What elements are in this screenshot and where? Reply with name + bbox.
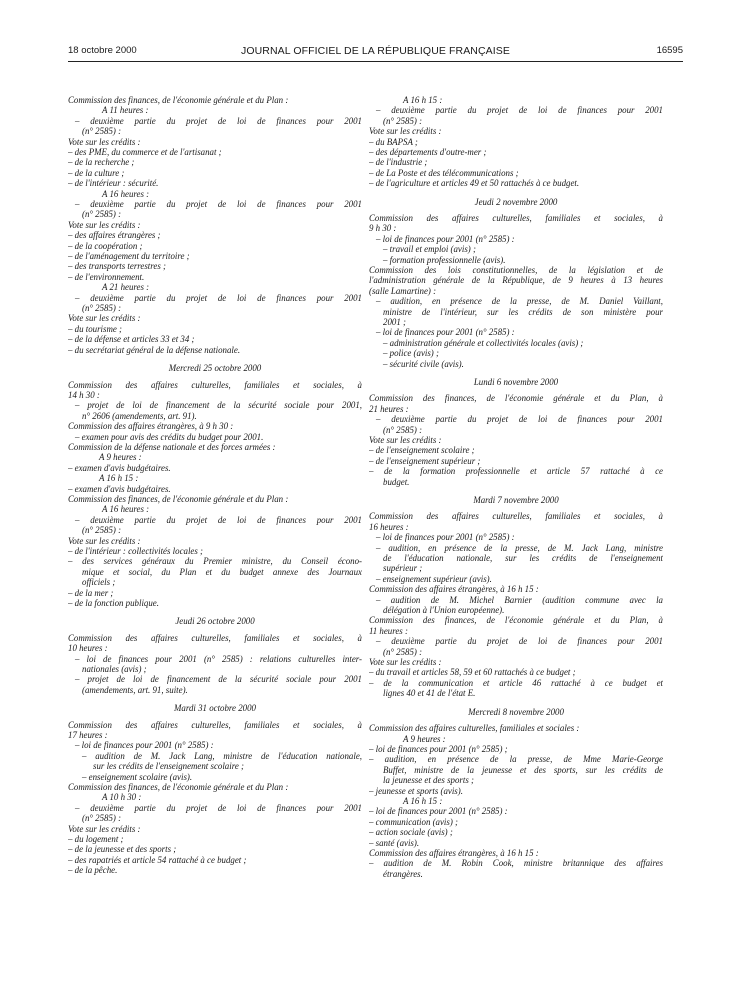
text-line: (n° 2585) :: [82, 525, 122, 536]
text-line: – loi de finances pour 2001 (n° 2585) :: [369, 806, 508, 817]
text-line: Vote sur les crédits :: [68, 535, 141, 546]
text-line: – formation professionnelle (avis).: [383, 254, 506, 265]
text-line: Vote sur les crédits :: [369, 126, 442, 137]
text-line: – loi de finances pour 2001 (n° 2585) ;: [369, 743, 508, 754]
text-line: délégation à l'Union européenne).: [383, 605, 505, 616]
text-line: – du travail et articles 58, 59 et 60 rattachés à ce budget ;: [369, 667, 576, 678]
text-line: – audition, en présence de la presse, de Mme Marie-George: [369, 754, 663, 765]
text-line: – communication (avis) ;: [369, 816, 458, 827]
text-line: – deuxième partie du projet de loi de finances pour 2001: [376, 105, 663, 116]
text-line: Commission des affaires étrangères, à 9 h 30 :: [68, 421, 234, 432]
text-line: Vote sur les crédits :: [68, 136, 141, 147]
text-line: 17 heures :: [68, 729, 108, 740]
text-line: 16 heures :: [369, 521, 409, 532]
text-line: – loi de finances pour 2001 (n° 2585) :: [376, 532, 515, 543]
text-line: sur les crédits de l'enseignement scolaire ;: [93, 761, 244, 772]
text-line: ministre de l'intérieur, sur les crédits de son ministère pour: [383, 306, 663, 317]
text-line: – des affaires étrangères ;: [68, 230, 161, 241]
text-line: – audition de M. Michel Barnier (audition commune avec la: [376, 594, 663, 605]
text-line: – de l'intérieur : collectivités locales ;: [68, 545, 203, 556]
text-line: – audition, en présence de la presse, de M. Jack Lang, ministre: [376, 542, 663, 553]
time-heading: A 16 h 15 :: [403, 95, 443, 105]
text-line: – deuxième partie du projet de loi de finances pour 2001: [376, 414, 663, 425]
text-line: – sécurité civile (avis).: [383, 358, 464, 369]
text-line: – deuxième partie du projet de loi de finances pour 2001: [75, 514, 362, 525]
text-line: Commission des affaires étrangères, à 16 h 15 :: [369, 847, 539, 858]
time-heading: A 16 heures :: [102, 188, 150, 199]
text-line: – examen pour avis des crédits du budget pour 2001.: [75, 431, 264, 442]
text-line: – action sociale (avis) ;: [369, 827, 453, 838]
text-line: – de l'enseignement supérieur ;: [369, 455, 481, 466]
text-line: – de l'industrie ;: [369, 157, 428, 168]
journal-title: JOURNAL OFFICIEL DE LA RÉPUBLIQUE FRANÇAISE: [241, 45, 510, 57]
text-line: Commission des affaires culturelles, familiales et sociales, à: [369, 213, 663, 224]
text-line: (n° 2585) :: [383, 646, 423, 657]
text-line: – du logement ;: [68, 834, 124, 844]
text-line: – du BAPSA ;: [369, 136, 418, 147]
text-line: Commission des finances, de l'économie générale et du Plan :: [68, 493, 289, 504]
text-line: – deuxième partie du projet de loi de finances pour 2001: [75, 292, 362, 303]
text-line: – loi de finances pour 2001 (n° 2585) :: [75, 740, 214, 751]
text-line: – des transports terrestres ;: [68, 261, 166, 272]
text-line: (n° 2585) :: [82, 126, 122, 137]
text-line: – de la formation professionnelle et article 57 rattaché à ce: [369, 466, 663, 477]
text-line: – projet de loi de financement de la sécurité sociale pour 2001: [75, 674, 362, 685]
day-heading: Mardi 31 octobre 2000: [174, 703, 256, 714]
text-line: – de la coopération ;: [68, 240, 143, 251]
text-line: – jeunesse et sports (avis).: [369, 785, 463, 796]
text-line: – deuxième partie du projet de loi de finances pour 2001: [75, 802, 362, 813]
text-line: Commission des finances, de l'économie générale et du Plan :: [68, 781, 289, 792]
day-heading: Lundi 6 novembre 2000: [473, 377, 559, 388]
text-line: 9 h 30 :: [369, 223, 397, 234]
text-line: – de la pêche.: [68, 865, 118, 876]
text-line: supérieur ;: [383, 563, 423, 574]
text-line: – de la fonction publique.: [68, 597, 159, 608]
time-heading: A 21 heures :: [102, 282, 150, 293]
text-line: Vote sur les crédits :: [68, 313, 141, 324]
time-heading: A 16 heures :: [102, 504, 150, 515]
header-rule: [68, 61, 683, 62]
time-heading: A 10 h 30 :: [102, 792, 142, 803]
text-line: n° 2606 (amendements, art. 91).: [82, 410, 197, 421]
text-line: – de l'aménagement du territoire ;: [68, 251, 190, 262]
text-line: étrangères.: [383, 868, 423, 879]
text-line: lignes 40 et 41 de l'état E.: [383, 688, 476, 699]
time-heading: A 11 heures :: [102, 105, 149, 116]
text-line: Commission des finances, de l'économie générale et du Plan :: [68, 95, 289, 105]
issue-date: 18 octobre 2000: [68, 45, 137, 56]
time-heading: A 9 heures :: [403, 733, 446, 744]
text-line: – enseignement scolaire (avis).: [82, 771, 193, 782]
text-line: – enseignement supérieur (avis).: [376, 573, 492, 584]
text-line: Vote sur les crédits :: [369, 657, 442, 668]
text-line: officiels ;: [82, 577, 116, 588]
text-line: mique et social, du Plan et du budget annexe des Journaux: [82, 566, 362, 577]
text-line: – de la recherche ;: [68, 157, 135, 168]
text-line: – des départements d'outre-mer ;: [369, 147, 487, 158]
text-line: (n° 2585) :: [383, 115, 423, 126]
text-line: – deuxième partie du projet de loi de finances pour 2001: [75, 115, 362, 126]
day-heading: Mercredi 8 novembre 2000: [468, 706, 564, 717]
text-line: 2001 ;: [383, 317, 406, 328]
text-line: – projet de loi de financement de la sécurité sociale pour 2001,: [75, 400, 362, 411]
text-line: Commission des affaires étrangères, à 16 h 15 :: [369, 584, 539, 595]
text-line: Buffet, ministre de la jeunesse et des sports, sur les crédits de: [383, 764, 663, 775]
text-line: de l'éducation nationale, sur les crédits de l'enseignement: [383, 553, 663, 564]
text-line: (amendements, art. 91, suite).: [82, 684, 188, 695]
text-line: A 16 h 15 :: [99, 473, 139, 484]
text-line: l'administration générale de la République, de 9 heures à 13 heures: [369, 275, 663, 286]
text-line: 10 heures :: [68, 643, 108, 654]
text-line: Commission des finances, de l'économie générale et du Plan, à: [369, 615, 663, 626]
day-heading: Jeudi 26 octobre 2000: [175, 616, 255, 627]
text-line: – audition de M. Jack Lang, ministre de l'éducation nationale,: [82, 750, 362, 761]
text-line: – de l'agriculture et articles 49 et 50 rattachés à ce budget.: [369, 178, 580, 189]
text-line: – loi de finances pour 2001 (n° 2585) :: [376, 327, 515, 338]
text-line: Commission des affaires culturelles, familiales et sociales, à: [369, 511, 663, 522]
right-column: [369, 95, 663, 879]
text-line: (n° 2585) :: [82, 303, 122, 314]
text-line: Commission des affaires culturelles, familiales et sociales, à: [68, 719, 362, 730]
text-line: 11 heures :: [369, 625, 408, 636]
text-line: la jeunesse et des sports ;: [383, 775, 474, 786]
text-line: – des services généraux du Premier ministre, du Conseil écono-: [68, 556, 362, 567]
text-line: – de la jeunesse et des sports ;: [68, 844, 177, 855]
text-line: Commission des lois constitutionnelles, de la législation et de: [369, 265, 663, 276]
text-line: – police (avis) ;: [383, 348, 439, 359]
text-line: – audition, en présence de la presse, de M. Daniel Vaillant,: [376, 296, 663, 307]
text-line: – de La Poste et des télécommunications ;: [369, 167, 519, 178]
text-line: Commission de la défense nationale et des forces armées :: [68, 441, 276, 452]
text-line: – santé (avis).: [369, 837, 420, 848]
text-line: Vote sur les crédits :: [68, 219, 141, 230]
text-line: – de la communication et article 46 rattaché à ce budget et: [369, 677, 663, 688]
text-line: – de l'environnement.: [68, 271, 145, 282]
text-line: A 9 heures :: [99, 452, 142, 463]
page-header: [68, 45, 683, 61]
text-line: – travail et emploi (avis) ;: [383, 244, 476, 255]
text-line: (n° 2585) :: [82, 813, 122, 824]
text-line: – de l'enseignement scolaire ;: [369, 445, 475, 456]
text-line: 21 heures :: [369, 403, 409, 414]
text-line: – deuxième partie du projet de loi de finances pour 2001: [75, 199, 362, 210]
text-line: Commission des affaires culturelles, familiales et sociales, à: [68, 379, 362, 390]
text-line: Vote sur les crédits :: [68, 823, 141, 834]
text-line: – examen d'avis budgétaires.: [68, 483, 171, 494]
left-column: [68, 95, 362, 876]
text-line: Commission des affaires culturelles, familiales et sociales, à: [68, 632, 362, 643]
page-number: 16595: [656, 45, 683, 56]
text-line: – audition de M. Robin Cook, ministre britannique des affaires: [369, 858, 663, 869]
text-line: 14 h 30 :: [68, 389, 100, 400]
text-line: – examen d'avis budgétaires.: [68, 462, 171, 473]
text-line: – loi de finances pour 2001 (n° 2585) :: [376, 233, 515, 244]
text-line: – deuxième partie du projet de loi de finances pour 2001: [376, 636, 663, 647]
text-line: – du tourisme ;: [68, 323, 122, 334]
day-heading: Mercredi 25 octobre 2000: [168, 363, 262, 374]
text-line: – du secrétariat général de la défense nationale.: [68, 344, 241, 355]
text-line: Vote sur les crédits :: [369, 435, 442, 446]
text-line: (salle Lamartine) :: [369, 285, 437, 296]
text-line: – de la culture ;: [68, 167, 125, 178]
text-line: – administration générale et collectivités locales (avis) ;: [383, 337, 584, 348]
text-line: Commission des affaires culturelles, familiales et sociales :: [369, 723, 580, 734]
text-line: – des rapatriés et article 54 rattaché à ce budget ;: [68, 854, 247, 865]
text-line: – de l'intérieur : sécurité.: [68, 178, 159, 189]
time-heading: A 16 h 15 :: [403, 795, 443, 806]
text-line: – de la défense et articles 33 et 34 ;: [68, 334, 195, 345]
text-line: (n° 2585) :: [82, 209, 122, 220]
text-line: – loi de finances pour 2001 (n° 2585) : relations culturelles inter-: [75, 653, 362, 664]
text-line: – des PME, du commerce et de l'artisanat ;: [68, 147, 222, 158]
day-heading: Mardi 7 novembre 2000: [473, 495, 559, 506]
text-line: nationales (avis) ;: [82, 663, 147, 674]
text-line: – de la mer ;: [68, 587, 114, 598]
text-line: Commission des finances, de l'économie générale et du Plan, à: [369, 393, 663, 404]
text-line: budget.: [383, 476, 410, 487]
day-heading: Jeudi 2 novembre 2000: [474, 196, 558, 207]
text-line: (n° 2585) :: [383, 424, 423, 435]
